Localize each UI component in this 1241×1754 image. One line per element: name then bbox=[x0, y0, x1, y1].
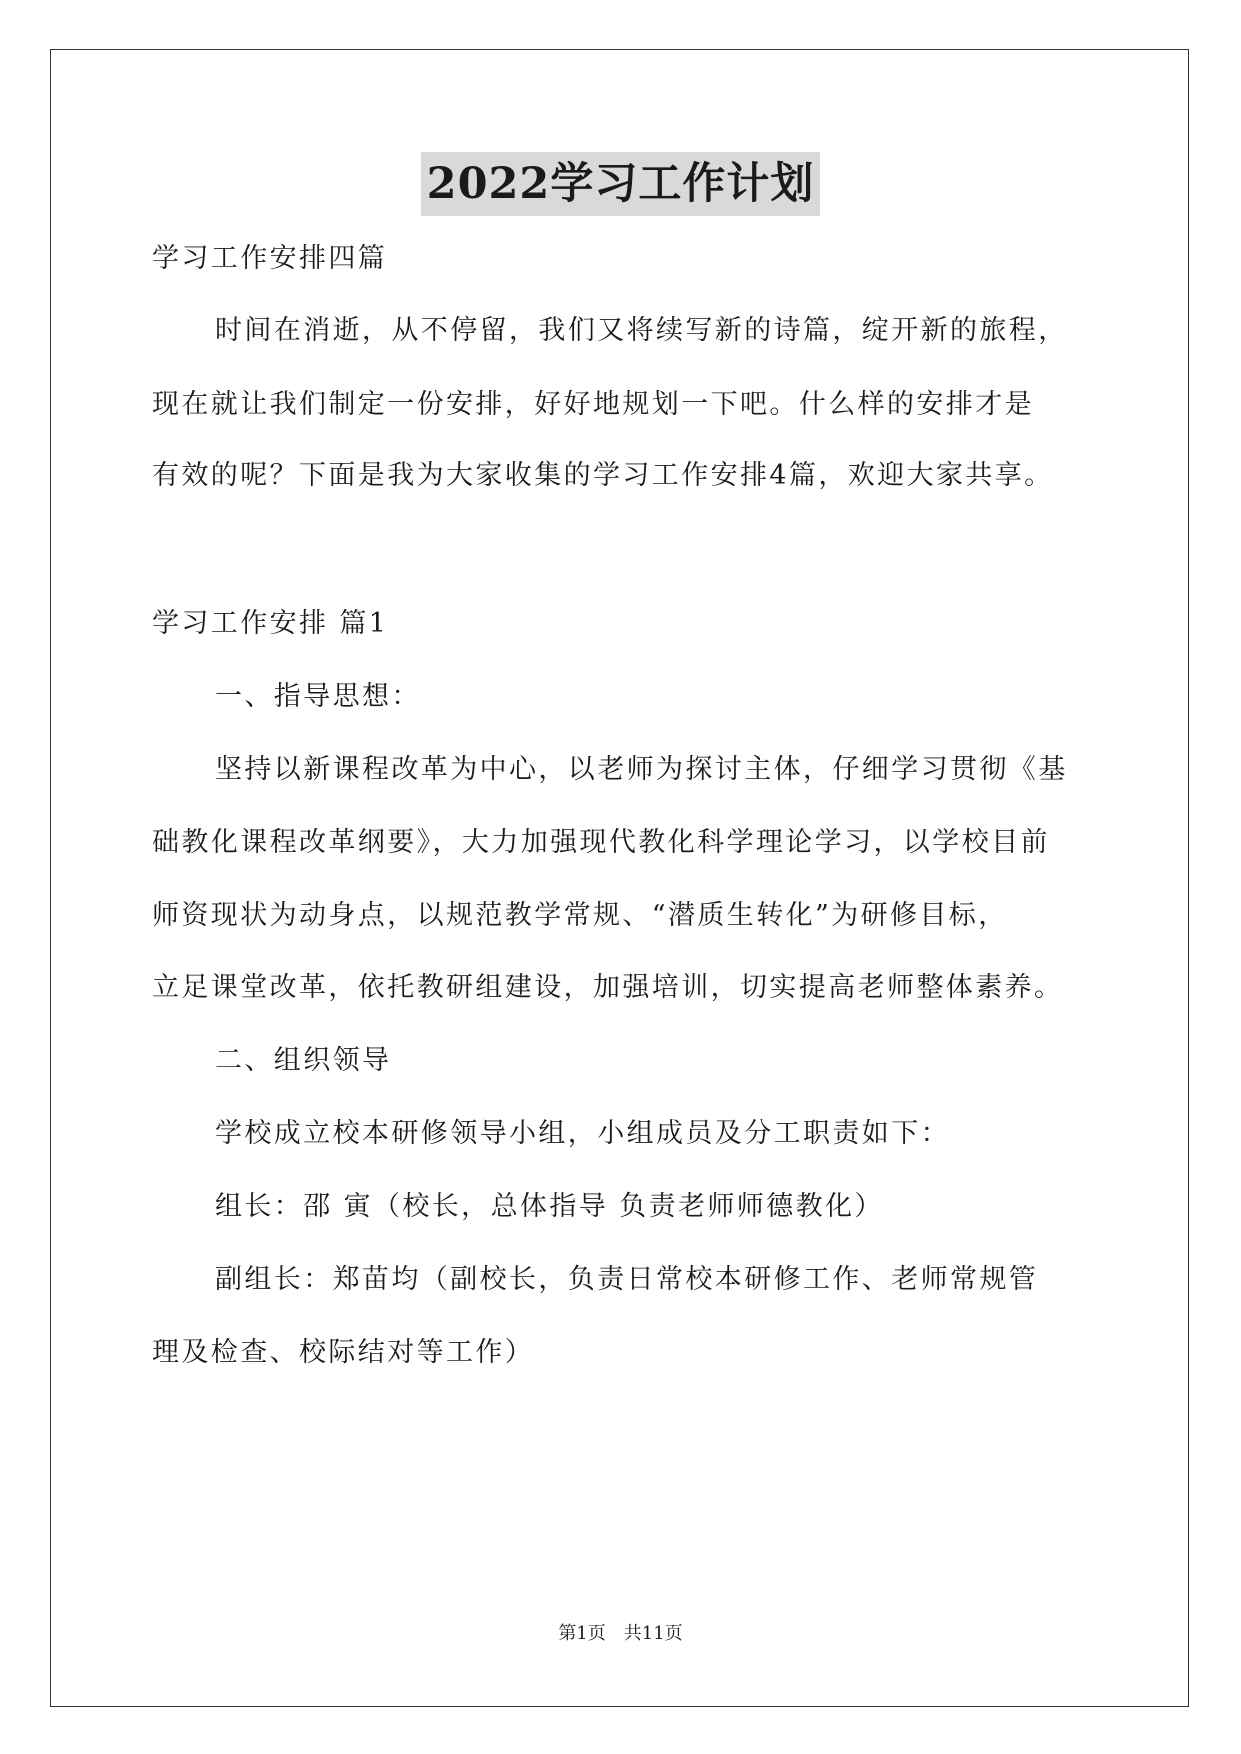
title-text: 2022学习工作计划 bbox=[421, 152, 821, 216]
page-border bbox=[50, 49, 1189, 1707]
leader-line: 组长：邵 寅（校长，总体指导 负责老师师德教化） bbox=[215, 1191, 884, 1222]
guiding-heading: 一、指导思想： bbox=[215, 681, 421, 712]
deputy-line-2: 理及检查、校际结对等工作） bbox=[152, 1337, 535, 1368]
page-number: 第1页 bbox=[558, 1623, 606, 1644]
org-heading: 二、组织领导 bbox=[215, 1045, 392, 1076]
guiding-line-4: 立足课堂改革，依托教研组建设，加强培训，切实提高老师整体素养。 bbox=[152, 972, 1064, 1003]
guiding-line-1: 坚持以新课程改革为中心，以老师为探讨主体，仔细学习贯彻《基 bbox=[215, 754, 1068, 785]
document-title bbox=[0, 152, 1241, 216]
deputy-line-1: 副组长：郑苗均（副校长，负责日常校本研修工作、老师常规管 bbox=[215, 1264, 1039, 1295]
subtitle: 学习工作安排四篇 bbox=[152, 243, 388, 274]
org-intro: 学校成立校本研修领导小组，小组成员及分工职责如下： bbox=[215, 1118, 950, 1149]
page-total: 共11页 bbox=[623, 1623, 683, 1644]
page-footer bbox=[0, 1622, 1241, 1646]
intro-line-2: 现在就让我们制定一份安排，好好地规划一下吧。什么样的安排才是 bbox=[152, 389, 1034, 420]
section-heading: 学习工作安排 篇1 bbox=[152, 608, 389, 639]
guiding-line-3: 师资现状为动身点，以规范教学常规、“潜质生转化”为研修目标， bbox=[152, 900, 1008, 931]
intro-line-1: 时间在消逝，从不停留，我们又将续写新的诗篇，绽开新的旅程， bbox=[215, 315, 1068, 346]
intro-line-3: 有效的呢？下面是我为大家收集的学习工作安排4篇，欢迎大家共享。 bbox=[152, 460, 1054, 491]
guiding-line-2: 础教化课程改革纲要》，大力加强现代教化科学理论学习，以学校目前 bbox=[152, 827, 1050, 858]
